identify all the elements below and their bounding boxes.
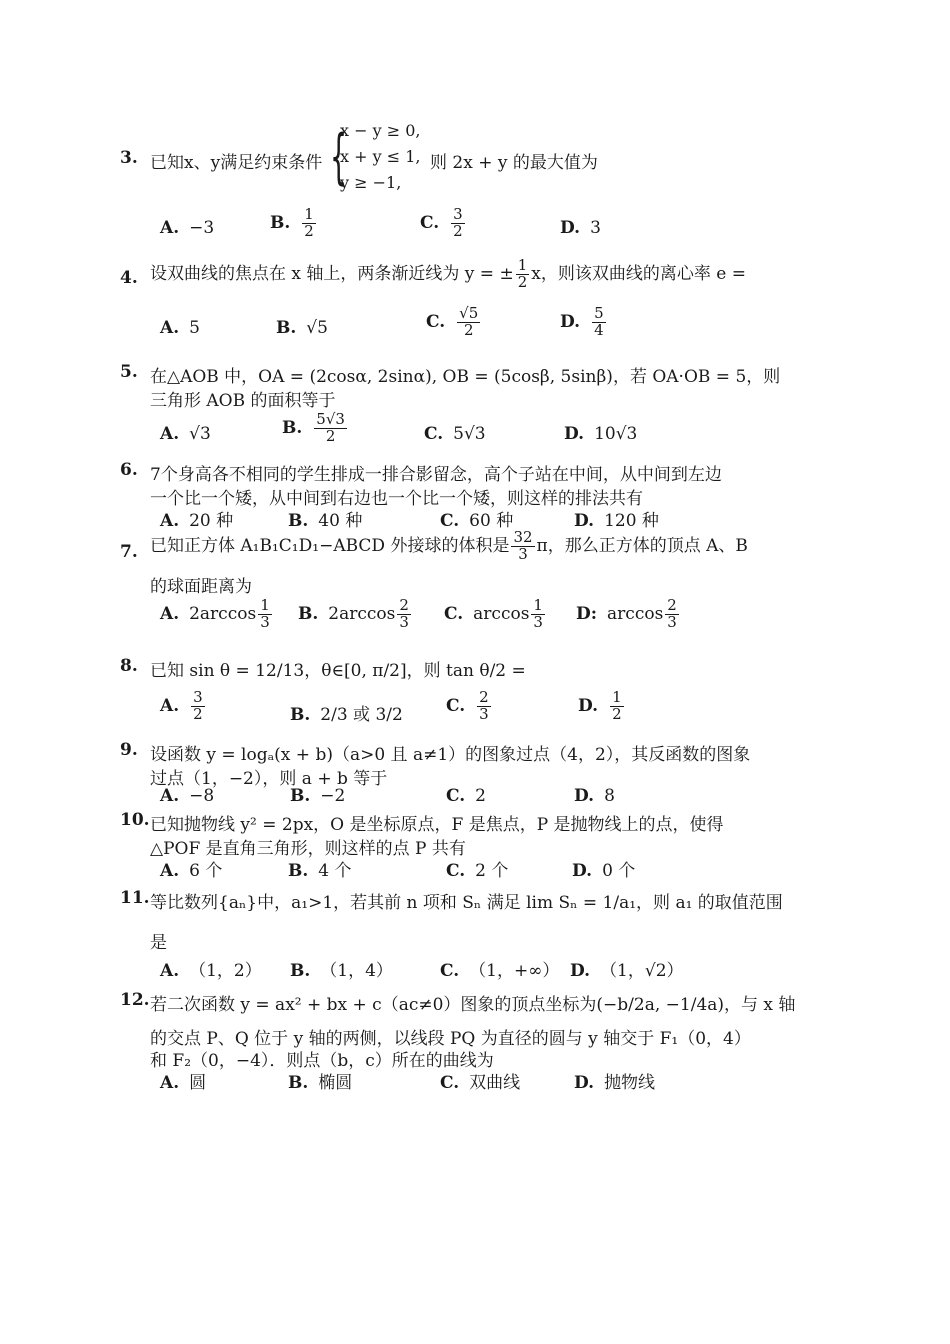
question-number: 5. <box>120 362 138 382</box>
option-c: C. arccos $\frac{1}{3}$ <box>444 596 543 631</box>
option-b: B. −2 <box>290 786 346 806</box>
option-a: A. $\frac{3}{2}$ <box>160 688 203 723</box>
option-c: C. 60 种 <box>440 511 514 531</box>
option-a: A. √3 <box>160 424 211 444</box>
option-d: D. 10√3 <box>564 424 638 444</box>
question-number: 4. <box>120 268 138 288</box>
option-d: D. $\frac{1}{2}$ <box>578 688 622 723</box>
option-b: B. 椭圆 <box>288 1073 353 1093</box>
question-number: 8. <box>120 656 138 676</box>
question-stem: 已知 sin θ = 12/13，θ∈[0, π/2]，则 tan θ/2 = <box>150 661 526 681</box>
option-d: D. $\frac{5}{4}$ <box>560 304 604 339</box>
question-stem: 设函数 y = logₐ(x + b)（a>0 且 a≠1）的图象过点（4，2），其反函数的图象 <box>150 745 751 765</box>
question-number: 11. <box>120 888 150 908</box>
question-stem-2: 过点（1，−2），则 a + b 等于 <box>150 769 388 789</box>
question-stem-2: 的球面距离为 <box>150 577 252 597</box>
option-a: A. 2arccos $\frac{1}{3}$ <box>160 596 270 631</box>
option-d: D. （1，√2） <box>570 961 684 981</box>
question-stem: 已知抛物线 y² = 2px，O 是坐标原点，F 是焦点，P 是抛物线上的点，使得 <box>150 815 724 835</box>
option-a: A. −8 <box>160 786 215 806</box>
option-b: B. √5 <box>276 318 328 338</box>
option-c: C. 2 <box>446 786 486 806</box>
question-stem-2: 是 <box>150 933 167 953</box>
option-a: A. 圆 <box>160 1073 207 1093</box>
option-c: C. 双曲线 <box>440 1073 521 1093</box>
option-b: B. 4 个 <box>288 861 352 881</box>
brace-symbol: { <box>330 122 348 192</box>
option-b: B. 2arccos $\frac{2}{3}$ <box>298 596 409 631</box>
option-c: C. $\frac{3}{2}$ <box>420 205 463 240</box>
option-c: C. $\frac{√5}{2}$ <box>426 304 479 339</box>
option-b: B. （1，4） <box>290 961 393 981</box>
question-stem-2: 一个比一个矮，从中间到右边也一个比一个矮，则这样的排法共有 <box>150 489 643 509</box>
option-b: B. $\frac{1}{2}$ <box>270 205 314 240</box>
option-c: C. 5√3 <box>424 424 486 444</box>
option-d: D. 3 <box>560 218 601 238</box>
question-stem-2: 的交点 P、Q 位于 y 轴的两侧，以线段 PQ 为直径的圆与 y 轴交于 F₁（0，4） <box>150 1029 751 1049</box>
option-c: C. （1，+∞） <box>440 961 560 981</box>
option-c: C. $\frac{2}{3}$ <box>446 688 489 723</box>
constraint-system: x − y ≥ 0, x + y ≤ 1, y ≥ −1, <box>340 121 421 192</box>
option-d: D. 抛物线 <box>574 1073 656 1093</box>
option-c: C. 2 个 <box>446 861 509 881</box>
question-stem: 7个身高各不相同的学生排成一排合影留念，高个子站在中间，从中间到左边 <box>150 465 722 485</box>
question-number: 3. <box>120 148 138 168</box>
question-stem: 等比数列{aₙ}中，a₁>1，若其前 n 项和 Sₙ 满足 lim Sₙ = 1/a₁，则 a₁ 的取值范围 <box>150 893 783 913</box>
question-number: 7. <box>120 542 138 562</box>
option-d: D. 120 种 <box>574 511 659 531</box>
question-number: 6. <box>120 460 138 480</box>
question-number: 9. <box>120 740 138 760</box>
option-b: B. $\frac{5√3}{2}$ <box>282 410 345 445</box>
question-stem: 若二次函数 y = ax² + bx + c（ac≠0）图象的顶点坐标为(−b/2a, −1/4a)，与 x 轴 <box>150 995 796 1015</box>
option-a: A. （1，2） <box>160 961 262 981</box>
option-d: D. 8 <box>574 786 615 806</box>
option-a: A. 6 个 <box>160 861 223 881</box>
question-stem: 已知x、y满足约束条件 <box>150 153 323 173</box>
question-stem-2: △POF 是直角三角形，则这样的点 P 共有 <box>150 839 466 859</box>
question-stem-2: 三角形 AOB 的面积等于 <box>150 391 336 411</box>
question-stem-3: 和 F₂（0，−4）．则点（b，c）所在的曲线为 <box>150 1051 494 1071</box>
option-b: B. 2/3 或 3/2 <box>290 705 403 725</box>
option-b: B. 40 种 <box>288 511 363 531</box>
option-a: A. 20 种 <box>160 511 234 531</box>
question-stem-tail: 则 2x + y 的最大值为 <box>430 153 598 173</box>
question-stem: 已知正方体 A₁B₁C₁D₁−ABCD 外接球的体积是 $\frac{32}{3}$ π，那么正方体的顶点 A、B <box>150 528 748 563</box>
question-stem: 在△AOB 中，OA = (2cosα, 2sinα), OB = (5cosβ, 5sinβ)，若 OA·OB = 5，则 <box>150 367 781 387</box>
option-d: D. 0 个 <box>572 861 636 881</box>
question-stem: 设双曲线的焦点在 x 轴上，两条渐近线为 y = ± $\frac{1}{2}$ x，则该双曲线的离心率 e = <box>150 256 746 291</box>
question-number: 10. <box>120 810 150 830</box>
option-d: D: arccos $\frac{2}{3}$ <box>576 596 677 631</box>
option-a: A. −3 <box>160 218 215 238</box>
question-number: 12. <box>120 990 150 1010</box>
option-a: A. 5 <box>160 318 200 338</box>
